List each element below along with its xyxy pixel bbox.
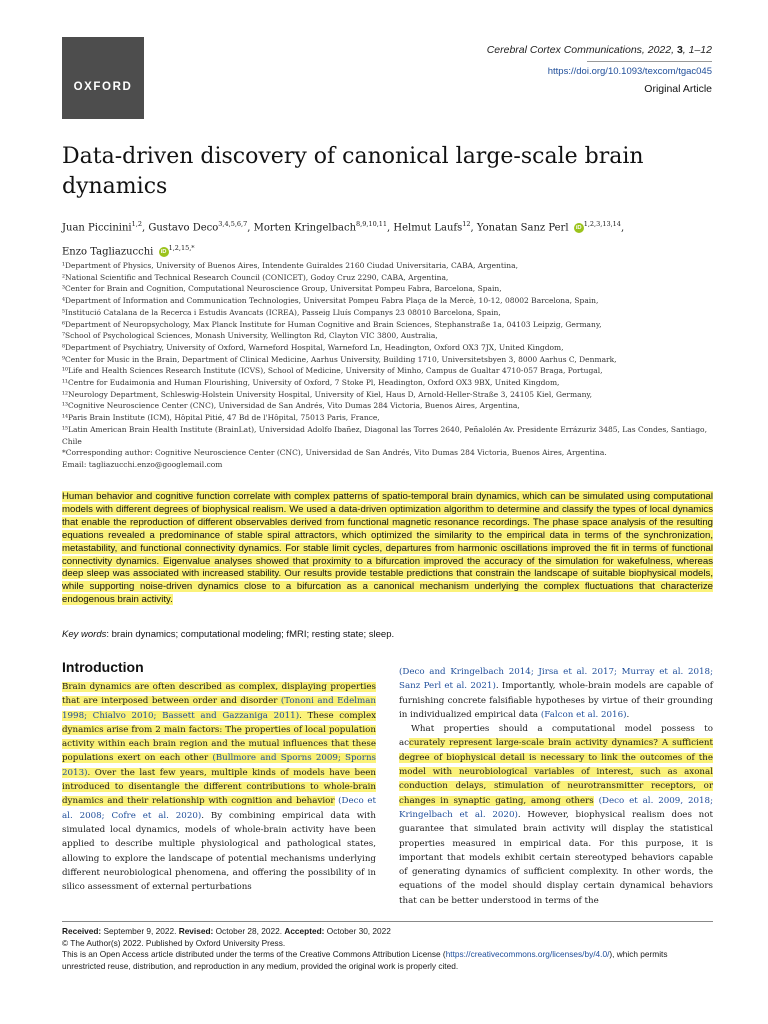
accepted-label: Accepted: bbox=[284, 926, 325, 936]
journal-meta bbox=[382, 44, 712, 95]
journal-volume: 3 bbox=[676, 44, 683, 56]
author-affil-sup: 8,9,10,11 bbox=[356, 220, 388, 228]
doi-link[interactable]: https://doi.org/10.1093/texcom/tgac045 bbox=[547, 66, 712, 77]
citation-link[interactable]: (Deco et al. 2008; Cofre et al. 2020) bbox=[62, 796, 376, 821]
email[interactable]: Email: tagliazucchi.enzo@googlemail.com bbox=[62, 459, 223, 469]
affiliation: ¹⁴Paris Brain Institute (ICM), Hôpital Pitié, 47 Bd de l'Hôpital, 75013 Paris, France, bbox=[62, 413, 380, 423]
author-name[interactable]: Morten Kringelbach bbox=[253, 222, 357, 234]
author-list: Juan Piccinini$^{1,2}$, Gustavo Deco$^{3,4,5,6,7}$, Morten Kringelbach$^{8,9,10,11}$, Helmut Laufs$^{12}$, Yonatan Sanz Perl iD $^{1,2,3,13,14}$, Enzo Tagliazucchi iD $^{1,2,15,*}$ bbox=[62, 220, 625, 258]
revised-label: Revised: bbox=[178, 926, 214, 936]
intro-paragraph-1-cont bbox=[399, 665, 713, 722]
body-text: . However, biophysical realism does not guarantee that simulated brain activity will display the statistical properties measured in empirical data. For this purpose, it is important that models exhibit certain stereotyped behaviors capable of generating dynamics of sufficient complexity. In other words, the equations of the model should display certain dynamical behaviors that can be better understood in terms of the bbox=[399, 809, 713, 906]
orcid-icon[interactable]: iD bbox=[574, 223, 584, 233]
dates-line bbox=[62, 926, 713, 938]
intro-paragraph-1 bbox=[62, 680, 376, 894]
affiliations bbox=[62, 260, 712, 471]
journal-name: Cerebral Cortex Communications bbox=[486, 44, 642, 56]
intro-paragraph-2 bbox=[399, 722, 713, 908]
keywords-label: Key words bbox=[62, 629, 107, 640]
body-text: . bbox=[626, 709, 630, 720]
keywords bbox=[62, 629, 713, 640]
author-name[interactable]: Gustavo Deco bbox=[148, 222, 219, 234]
citation-link[interactable]: (Tononi and Edelman 1998; Chialvo 2010; Bassett and Gazzaniga 2011) bbox=[62, 696, 376, 721]
received-date: September 9, 2022. bbox=[101, 926, 179, 936]
keywords-text: : brain dynamics; computational modeling; fMRI; resting state; sleep. bbox=[106, 629, 395, 640]
body-column-right bbox=[399, 665, 713, 908]
correspondence: *Corresponding author: Cognitive Neuroscience Center (CNC), Universidad de San Andrés, Vito Dumas 284 Victoria, Buenos Aires, Argentina. bbox=[62, 448, 607, 458]
affiliation: ³Center for Brain and Cognition, Computational Neuroscience Group, Universitat Pompeu Fabra, Barcelona, Spain, bbox=[62, 284, 502, 294]
license-line bbox=[62, 949, 713, 972]
author-affil-sup: 1,2 bbox=[131, 220, 142, 228]
body-column-left bbox=[62, 658, 376, 894]
footer-divider bbox=[62, 921, 713, 922]
author-name[interactable]: Yonatan Sanz Perl bbox=[476, 222, 569, 234]
abstract bbox=[62, 491, 713, 607]
journal-pages: , 1–12 bbox=[682, 44, 712, 56]
citation-link[interactable]: (Deco and Kringelbach 2014; Jirsa et al. 2017; Murray et al. 2018; Sanz Perl et al. 2021) bbox=[399, 667, 713, 692]
affiliation: ¹²Neurology Department, Schleswig-Holstein University Hospital, University of Kiel, Haus D, Arnold-Heller-Straße 3, 24105 Kiel, Germany, bbox=[62, 389, 593, 399]
affiliation: ¹⁵Latin American Brain Health Institute (BrainLat), Universidad Adolfo Ibañez, Diagonal las Torres 2640, Peñalolén Av. Presidente Errázuriz 3485, Las Condes, Santiago, Chile bbox=[62, 424, 707, 446]
meta-divider bbox=[587, 61, 712, 62]
body-text: . Importantly, whole-brain models are capable of furnishing concrete falsifiable hypotheses by virtue of their grounding in individualized empirical data bbox=[399, 681, 713, 720]
publisher-logo[interactable] bbox=[62, 37, 144, 119]
revised-date: October 28, 2022. bbox=[213, 926, 285, 936]
body-text: . By combining empirical data with simulated local dynamics, models of whole-brain activity have been applied to describe multiple physiological and pathological states, allowing to explore the landscape of potential mechanisms underlying different neurobiological phenomena, and offering the possibility of in silico assessment of external perturbations bbox=[62, 810, 376, 893]
accepted-date: October 30, 2022 bbox=[324, 926, 391, 936]
author-affil-sup: 1,2,15,* bbox=[168, 244, 195, 253]
license-link[interactable]: https://creativecommons.org/licenses/by/4.0/ bbox=[445, 949, 610, 960]
orcid-icon[interactable]: iD bbox=[159, 247, 169, 257]
author-affil-sup: 3,4,5,6,7 bbox=[218, 220, 248, 228]
received-label: Received: bbox=[62, 926, 102, 936]
author-name[interactable]: Juan Piccinini bbox=[62, 222, 132, 234]
author-affil-sup: 12 bbox=[462, 220, 471, 228]
journal-year: , 2022, bbox=[641, 44, 677, 56]
abstract-text: Human behavior and cognitive function correlate with complex patterns of spatio-temporal brain dynamics, which can be simulated using computational models with different degrees of biophysical realism. We used a data-driven optimization algorithm to determine and classify the types of local dynamics that enable the reproduction of different observables derived from functional magnetic resonance recordings. The phase space analysis of the resulting equations revealed a predominance of stable spiral attractors, which optimized the similarity to the empirical data in terms of the synchronization, metastability, and functional connectivity dynamics. For stable limit cycles, departures from harmonic oscillations improved the fit in terms of functional connectivity dynamics. Eigenvalue analyses showed that proximity to a bifurcation improved the accuracy of the simulation for wakefulness, whereas deep sleep was associated with increased stability. Our results provide testable predictions that constrain the landscape of suitable biophysical models, while supporting noise-driven dynamics close to a bifurcation as a canonical mechanism underlying the complex fluctuations that characterize endogenous brain activity. bbox=[62, 491, 713, 606]
copyright-line: © The Author(s) 2022. Published by Oxford University Press. bbox=[62, 937, 286, 948]
author-name[interactable]: Helmut Laufs bbox=[393, 222, 463, 234]
affiliation: ²National Scientific and Technical Research Council (CONICET), Godoy Cruz 2290, CABA, Argentina, bbox=[62, 272, 449, 282]
highlight: . Over the last few years, multiple kinds of models have been introduced to disentangle the different contributions to whole-brain dynamics and their relationship with cognition and behavior bbox=[62, 767, 376, 807]
affiliation: ⁸Department of Psychiatry, University of Oxford, Warneford Hospital, Warneford Ln, Headington, Oxford OX3 7JX, United Kingdom, bbox=[62, 342, 564, 352]
article-type: Original Article bbox=[644, 83, 712, 95]
section-heading-introduction: Introduction bbox=[62, 659, 144, 675]
affiliation: ⁷School of Psychological Sciences, Monash University, Wellington Rd, Clayton VIC 3800, Australia, bbox=[62, 331, 438, 341]
affiliation: ⁴Department of Information and Communication Technologies, Universitat Pompeu Fabra Plaça de la Mercè, 10-12, 08002 Barcelona, Spain, bbox=[62, 296, 599, 306]
publisher-logo-text: OXFORD bbox=[73, 81, 133, 93]
citation-link[interactable]: (Falcon et al. 2016) bbox=[540, 709, 627, 720]
author-affil-sup: 1,2,3,13,14 bbox=[583, 220, 621, 228]
affiliation: ¹⁰Life and Health Sciences Research Institute (ICVS), School of Medicine, University of Minho, Campus de Gualtar 4710-057 Braga, Portugal, bbox=[62, 366, 603, 376]
affiliation: ¹³Cognitive Neuroscience Center (CNC), Universidad de San Andrés, Vito Dumas 284 Victoria, Buenos Aires, Argentina, bbox=[62, 401, 520, 411]
license-text: ), which permits unrestricted reuse, distribution, and reproduction in any medium, provided the original work is properly cited. bbox=[62, 949, 668, 971]
highlight: . These complex dynamics arise from 2 main factors: The properties of local population activity within each brain region and the mutual influences that these populations exert on each other bbox=[62, 710, 376, 764]
affiliation: ¹¹Centre for Eudaimonia and Human Flourishing, University of Oxford, 7 Stoke Pl, Headington, Oxford OX3 9BX, United Kingdom, bbox=[62, 378, 560, 388]
license-text: This is an Open Access article distributed under the terms of the Creative Commons Attribution License ( bbox=[62, 949, 446, 960]
article-footer bbox=[62, 926, 713, 972]
citation-link[interactable]: (Bullmore and Sporns 2009; Sporns 2013) bbox=[62, 753, 376, 778]
author-name[interactable]: Enzo Tagliazucchi bbox=[62, 246, 154, 258]
affiliation: ⁹Center for Music in the Brain, Department of Clinical Medicine, Aarhus University, Building 1710, Universitetsbyen 3, 8000 Aarhus C, Denmark, bbox=[62, 354, 617, 364]
article-title: Data-driven discovery of canonical large-scale brain dynamics bbox=[62, 144, 644, 199]
citation-link[interactable]: (Deco et al. 2009, 2018; Kringelbach et al. 2020) bbox=[399, 795, 713, 820]
affiliation: ¹Department of Physics, University of Buenos Aires, Intendente Guiraldes 2160 Ciudad Universitaria, CABA, Argentina, bbox=[62, 261, 518, 270]
highlight: curately represent large-scale brain activity dynamics? A sufficient degree of biophysical detail is necessary to link the outcomes of the model with neurobiological variables of interest, such as axonal conduction delays, stimulation of neurotransmitter receptors, or changes in synaptic gating, among others bbox=[399, 738, 713, 806]
affiliation: ⁶Department of Neuropsychology, Max Planck Institute for Human Cognitive and Brain Sciences, Stephanstraße 1a, 04103 Leipzig, Germany, bbox=[62, 319, 602, 329]
body-text: What properties should a computational model possess to ac bbox=[399, 724, 713, 749]
journal-citation bbox=[382, 44, 712, 56]
affiliation: ⁵Institució Catalana de la Recerca i Estudis Avancats (ICREA), Passeig Lluís Companys 23 08010 Barcelona, Spain, bbox=[62, 307, 501, 317]
highlight: Brain dynamics are often described as complex, displaying properties that are interposed between order and disorder bbox=[62, 682, 376, 707]
